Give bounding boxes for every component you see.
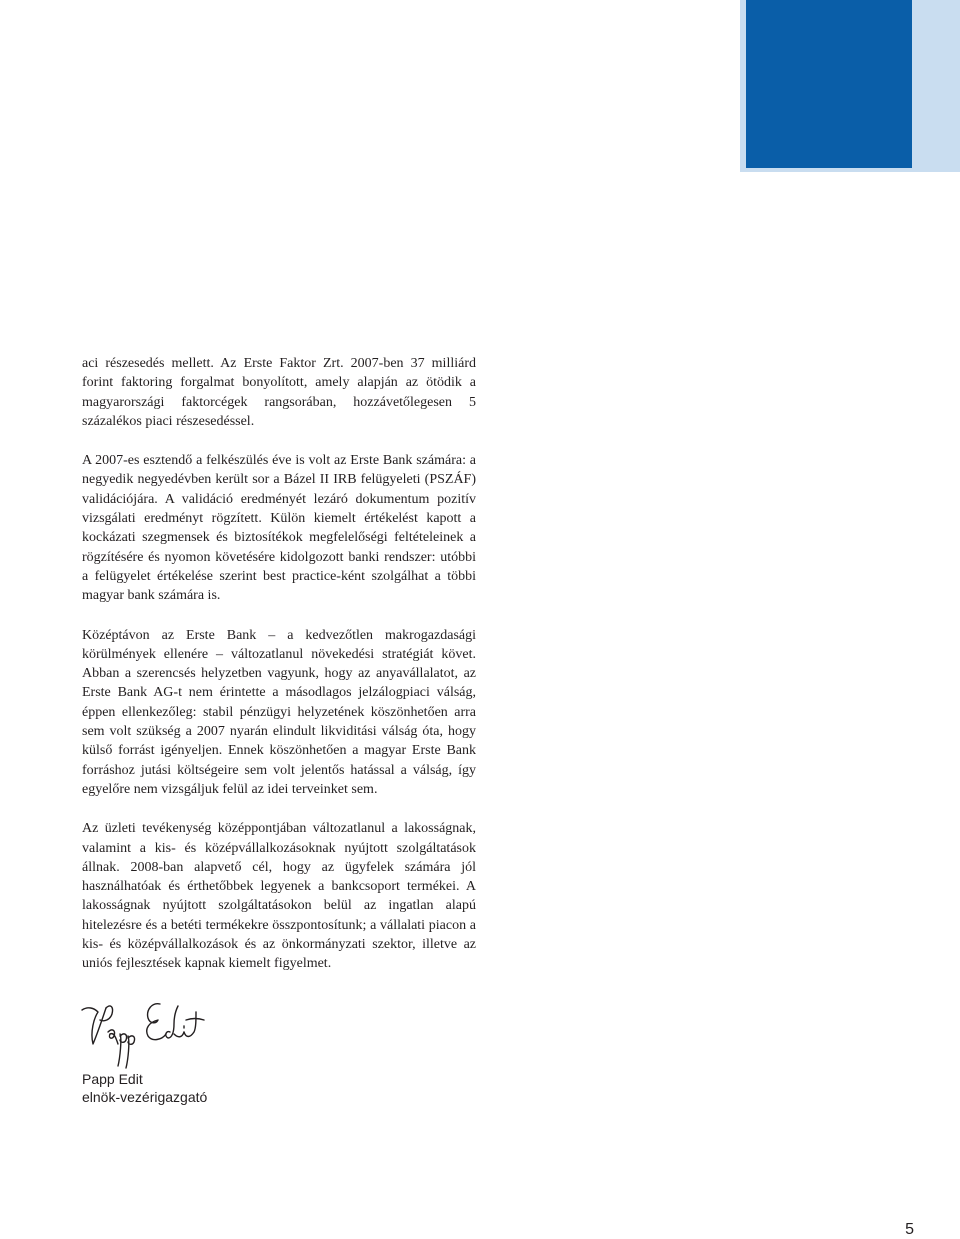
paragraph-3: Középtávon az Erste Bank – a kedvezőtlen makrogazdasági körülmények ellenére – változatlanul növekedési stratégiát követ. Abban a szerencsés helyzetben vagyunk, hogy az anyavállalatot, az Erste Bank AG-t nem érintette a másodlagos jelzálogpiaci válság, éppen ellenkezőleg: stabil pénzügyi helyzetének köszönhetően arra sem volt szükség a 2007 nyarán elindult likviditási válság óta, hogy külső forrást igényeljen. Ennek köszönhetően a magyar Erste Bank forráshoz jutási költségeire sem volt jelentős hatással a válság, így egyelőre nem vizsgáljuk felül az idei terveinket sem. [82,627,476,797]
page-number: 5 [905,1221,914,1238]
signatory-title: elnök-vezérigazgató [82,1089,208,1105]
letter-body [82,354,476,974]
paragraph-1: aci részesedés mellett. Az Erste Faktor Zrt. 2007-ben 37 milliárd forint faktoring forgalmat bonyolított, amely alapján az ötödik a magyarországi faktorcégek rangsorában, hozzávetőlegesen 5 százalékos piaci részesedéssel. [82,356,476,429]
paragraph-4: Az üzleti tevékenység középpontjában változatlanul a lakosságnak, valamint a kis- és középvállalkozásoknak nyújtott szolgáltatások állnak. 2008-ban alapvető cél, hogy az ügyfelek számára jól használhatóak és érthetőbbek legyenek a bankcsoport termékei. A lakosságnak nyújtott szolgáltatásokon belül az ingatlan alapú hitelezésre és a betéti termékekre összpontosítunk; a vállalati piacon a kis- és középvállalkozások és az önkormányzati szektor, illetve az uniós fejlesztések kapnak kiemelt figyelmet. [82,821,476,972]
handwritten-signature [80,998,206,1070]
signatory-name: Papp Edit [82,1071,143,1087]
corner-accent-dark [746,0,912,168]
paragraph-2: A 2007-es esztendő a felkészülés éve is volt az Erste Bank számára: a negyedik negyedévben került sor a Bázel II IRB felügyeleti (PSZÁF) validációjára. A validáció eredményét lezáró dokumentum pozitív vizsgálati eredményt rögzített. Külön kiemelt értékelést kapott a kockázati szegmensek és biztosítékok megfelelőségi feltételeinek a rögzítésére és nyomon követésére kidolgozott banki rendszer: utóbbi a felügyelet értékelése szerint best practice-ként szolgálhat a többi magyar bank számára is. [82,453,476,604]
